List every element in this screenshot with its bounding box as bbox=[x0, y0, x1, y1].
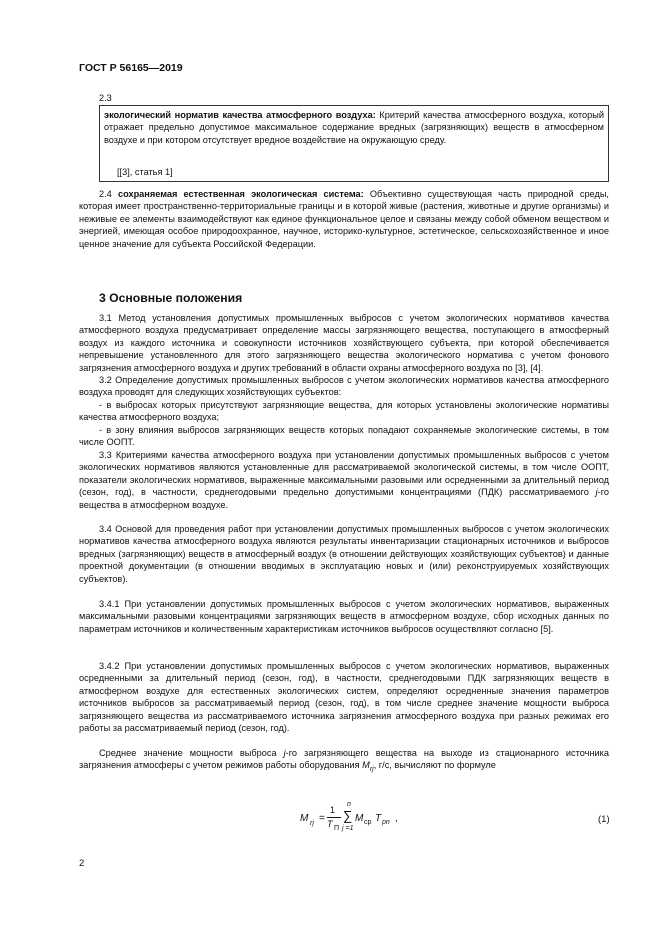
page-number: 2 bbox=[79, 858, 85, 869]
mean-j: j bbox=[283, 748, 286, 758]
formula-sum-sign: ∑ bbox=[343, 808, 353, 823]
paragraph-3-2: 3.2 Определение допустимых промышленных выбросов с учетом экологических нормативов качества атмосферного воздуха проводят для следующих хозяйствующих субъектов: bbox=[79, 375, 609, 398]
definition-2-4-body: Объективно существующая часть природной среды, которая имеет пространственно-территориальные границы и в которой живые (растения, животные и другие организмы) и неживые ее элементы взаимодействуют как единое функциональное целое и связаны между собой обменом веществом и энергией, имеющая особое природоохранное, научное, историко-культурное, эстетическое, сельскохозяйственное и иное ценное значение для субъекта Российской Федерации. bbox=[79, 189, 609, 249]
paragraph-3-3-part-2: -го вещества в атмосферном воздухе. bbox=[79, 487, 609, 510]
definition-2-3-term: экологический норматив качества атмосферного воздуха: bbox=[104, 110, 376, 120]
formula-fraction-denominator-T: T bbox=[327, 819, 333, 829]
paragraph-3-4: 3.4 Основой для проведения работ при установлении допустимых промышленных выбросов с учетом экологических нормативов качества атмосферного воздуха являются результаты инвентаризации стационарных источников и выбросов вредных (загрязняющих) веществ в атмосферный воздух (в отношении действующих хозяйствующих субъектов) и данные проектной документации (в отношении вводимых в эксплуатацию новых и (или) реконструируемых хозяйствующих субъектов). bbox=[79, 524, 609, 584]
formula-equals: = bbox=[319, 813, 325, 824]
paragraph-3-1: 3.1 Метод установления допустимых промышленных выбросов с учетом экологических нормативов качества атмосферного воздуха предусматривает определение массы загрязняющего вещества, поступающего в атмосферный воздух из каждого источника и совокупности источников хозяйствующего субъекта, при которой обеспечивается непревышение установленного для этого загрязняющего вещества экологического норматива с учетом фонового загрязнения атмосферного воздуха и других требований в области охраны атмосферного воздуха по [3], [4]. bbox=[79, 313, 609, 373]
formula-term-T: T bbox=[375, 813, 382, 824]
mean-part-3: , г/с, вычисляют по формуле bbox=[373, 760, 496, 771]
definition-2-4-term: сохраняемая естественная экологическая система: bbox=[117, 189, 364, 199]
definition-2-3-source: [[3], статья 1] bbox=[117, 167, 173, 177]
formula-sum-upper: n bbox=[347, 801, 351, 808]
formula-lhs-M: M bbox=[300, 813, 309, 824]
paragraph-mean-emission bbox=[79, 747, 609, 777]
formula-term-T-subscript: pn bbox=[382, 819, 390, 826]
formula-fraction-bar bbox=[327, 817, 341, 818]
paragraph-3-2-item-1: - в выбросах которых присутствуют загрязняющие вещества, для которых установлены экологические нормативы качества атмосферного воздуха; bbox=[79, 400, 609, 423]
section-3-title: 3 Основные положения bbox=[99, 291, 243, 305]
mean-M-subscript: rj bbox=[369, 766, 374, 774]
definition-2-3-body: Критерий качества атмосферного воздуха, который отражает предельно допустимое максимальное содержание вредных (загрязняющих) веществ в атмосферном воздухе и при котором отсутствует вредное воздействие на окружающую среду. bbox=[104, 110, 604, 145]
definition-2-4-number: 2.4 bbox=[99, 189, 112, 199]
definition-2-3-number: 2.3 bbox=[99, 93, 112, 103]
formula-term-M-subscript: ср bbox=[364, 819, 372, 826]
formula-lhs-subscript: rj bbox=[310, 820, 314, 827]
formula-fraction-numerator: 1 bbox=[330, 805, 336, 815]
mean-part-1: Среднее значение мощности выброса bbox=[99, 748, 284, 758]
paragraph-3-3 bbox=[79, 449, 609, 511]
definition-2-3-text bbox=[104, 109, 604, 146]
mean-part-2: -го загрязняющего вещества на выходе из стационарного источника загрязнения атмосферы с учетом режимов работы оборудования bbox=[79, 748, 609, 771]
definition-2-4 bbox=[79, 188, 609, 250]
paragraph-3-3-j: j bbox=[595, 487, 598, 498]
formula-number: (1) bbox=[598, 814, 610, 825]
mean-M: M bbox=[362, 760, 370, 771]
document-header: ГОСТ Р 56165—2019 bbox=[79, 62, 183, 74]
paragraph-3-3-part-1: 3.3 Критериями качества атмосферного воздуха при установлении допустимых промышленных выбросов с учетом экологических нормативов являются установленные для рассматриваемой экологической системы, в том числе ООПТ, показатели экологических нормативов, выраженные максимальными разовыми или осредненными за длительный период (сезон, год), в частности, среднегодовыми предельно допустимыми концентрациями (ПДК) рассматриваемого bbox=[79, 450, 609, 498]
formula-tail: , bbox=[395, 813, 398, 824]
formula-1 bbox=[300, 801, 440, 844]
formula-fraction-denominator-subscript: П bbox=[334, 825, 340, 832]
formula-sum-lower: j =1 bbox=[342, 825, 354, 832]
paragraph-3-4-1: 3.4.1 При установлении допустимых промышленных выбросов с учетом экологических нормативов, выраженных максимальными разовыми концентрациями загрязняющих веществ в атмосферном воздухе, сбор исходных данных по параметрам источников и количественным характеристикам источников выбросов осуществляют согласно [5]. bbox=[79, 599, 609, 634]
paragraph-3-4-2: 3.4.2 При установлении допустимых промышленных выбросов с учетом экологических нормативов, выраженных осредненными за длительный период (сезон, год), в частности, среднегодовыми ПДК загрязняющих веществ в атмосферном воздухе для естественных экологических систем, определяют осредненные значения параметров источников выбросов за рассматриваемый период (сезон, год), в том числе среднее значение мощности выброса загрязняющего вещества из рассматриваемого источника загрязнения атмосферного воздуха при разных режимах его работы за рассматриваемый период (сезон, год). bbox=[79, 661, 609, 734]
formula-term-M: M bbox=[355, 813, 364, 824]
paragraph-3-2-item-2: - в зону влияния выбросов загрязняющих веществ которых попадают сохраняемые экологические системы, в том числе ООПТ. bbox=[79, 425, 609, 448]
